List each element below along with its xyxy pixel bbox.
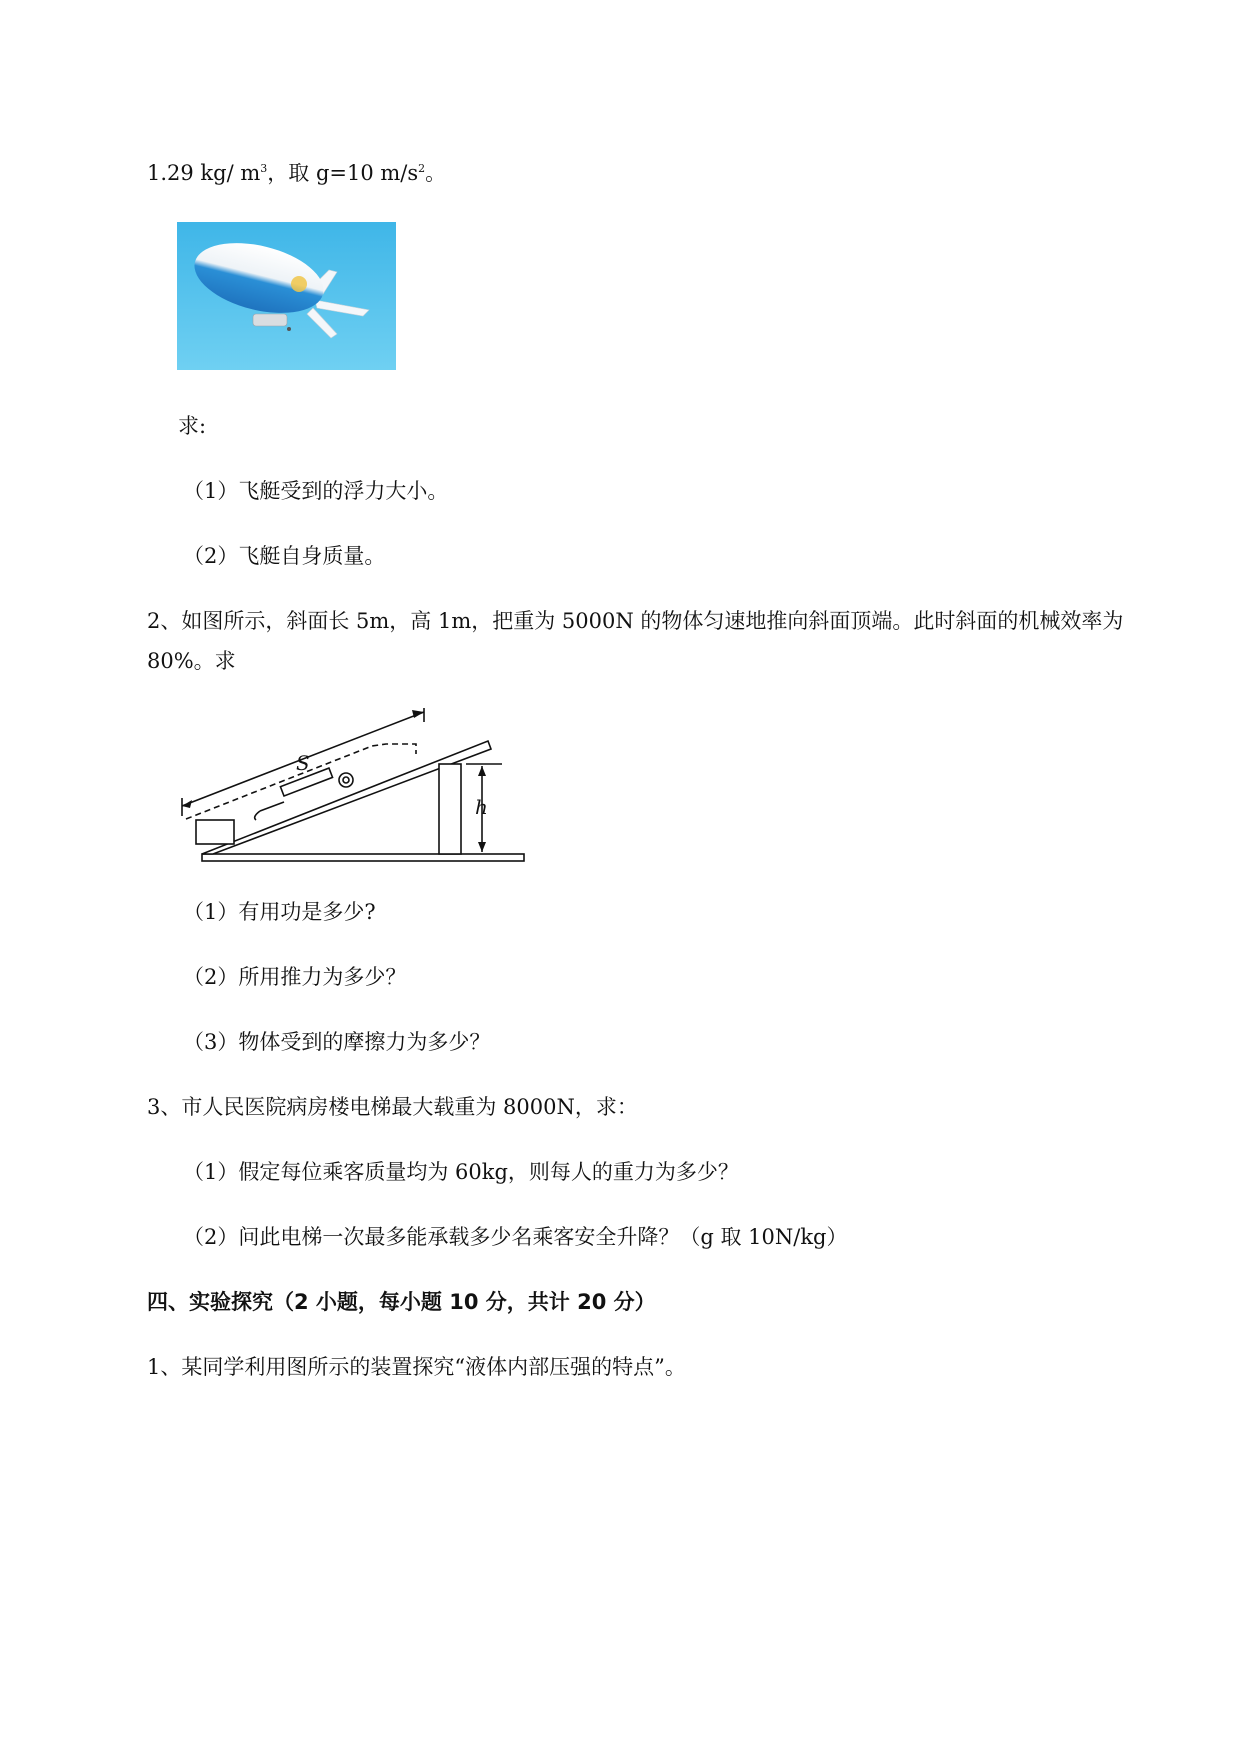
height-label: h xyxy=(475,795,488,819)
q3-sub2: （2）问此电梯一次最多能承载多少名乘客安全升降？（g 取 10N/kg） xyxy=(183,1225,848,1249)
gravity-text: ，取 g=10 m/s xyxy=(267,161,419,185)
airship-photo xyxy=(177,222,396,370)
q1-sub1: （1）飞艇受到的浮力大小。 xyxy=(183,479,449,503)
section4-heading: 四、实验探究（2 小题，每小题 10 分，共计 20 分） xyxy=(147,1290,656,1314)
q1-sub2: （2）飞艇自身质量。 xyxy=(183,544,386,568)
section4-q1: 1、某同学利用图所示的装置探究“液体内部压强的特点”。 xyxy=(147,1355,686,1379)
q1-ask: 求: xyxy=(178,414,207,438)
q2-sub3: （3）物体受到的摩擦力为多少？ xyxy=(183,1030,491,1054)
q2-sub1: （1）有用功是多少? xyxy=(183,900,376,924)
density-exponent: 3 xyxy=(260,162,268,175)
given-constants xyxy=(147,158,446,188)
q3-stem: 3、市人民医院病房楼电梯最大载重为 8000N，求： xyxy=(147,1095,638,1119)
gravity-exponent: 2 xyxy=(418,162,426,175)
slope-length-label: S xyxy=(296,751,310,775)
density-text: 1.29 kg/ m xyxy=(147,161,261,185)
q2-sub2: （2）所用推力为多少？ xyxy=(183,965,407,989)
intro-suffix: 。 xyxy=(425,161,447,185)
incline-figure xyxy=(176,708,528,870)
q2-stem-line2: 80%。求 xyxy=(147,649,236,673)
q3-sub1: （1）假定每位乘客质量均为 60kg，则每人的重力为多少？ xyxy=(183,1160,739,1184)
q2-stem-line1: 2、如图所示，斜面长 5m，高 1m，把重为 5000N 的物体匀速地推向斜面顶端。此时斜面的机械效率为 xyxy=(147,609,1124,633)
